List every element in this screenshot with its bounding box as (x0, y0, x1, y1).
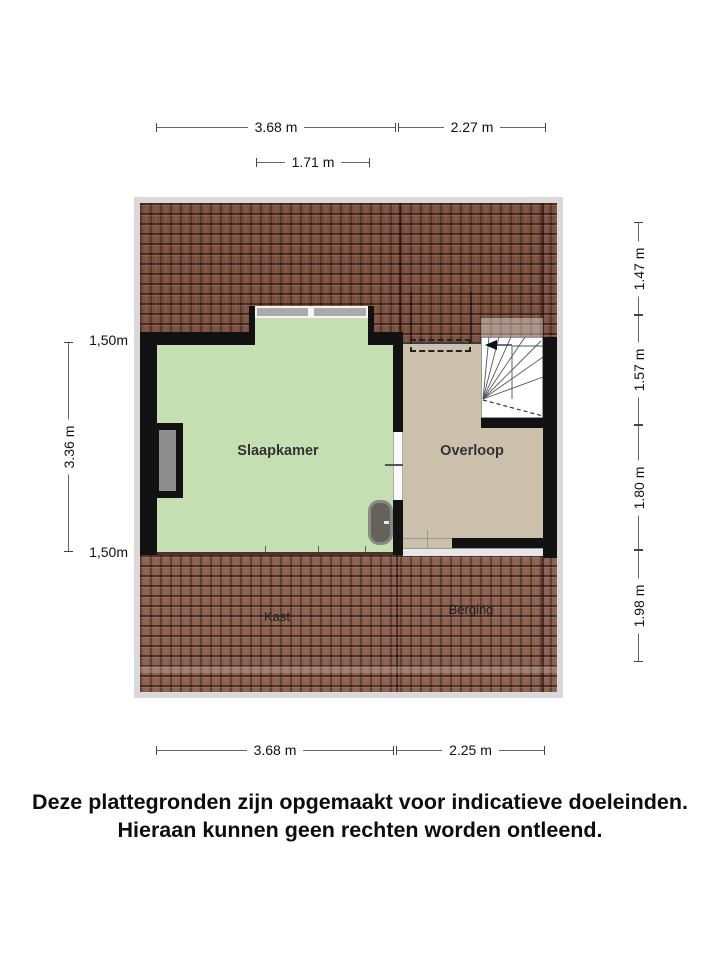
dimension-label: 2.27 m (450, 119, 494, 135)
wall-right-gable (543, 337, 557, 558)
dimension-line (257, 162, 285, 163)
roof-guide-line (410, 292, 412, 342)
boiler-fixture (368, 500, 393, 545)
dimension-right-2 (630, 315, 647, 425)
eaves-highlight (140, 666, 557, 673)
gable-trim-right (557, 197, 563, 698)
dimension-bottom-right (396, 741, 545, 759)
headroom-dashed-outline (410, 339, 471, 352)
knee-wall-line (157, 552, 393, 555)
dimension-line (304, 127, 395, 128)
dimension-line (499, 750, 544, 751)
floor-plan (134, 197, 563, 698)
wall-left-gable (140, 332, 157, 555)
knee-wall-tick (365, 546, 366, 552)
window-pane (257, 308, 308, 316)
dimension-label: 1.47 m (630, 241, 648, 296)
fixture-handle (384, 521, 389, 524)
dimension-label: 3.68 m (254, 119, 298, 135)
passage-tick (427, 530, 428, 548)
disclaimer-line-2: Hieraan kunnen geen rechten worden ontleend. (117, 817, 603, 842)
dimension-tick (395, 123, 396, 132)
wall-overloop-bottom (452, 538, 543, 548)
dormer-window (255, 306, 368, 318)
dimension-line (500, 127, 545, 128)
stairs (481, 337, 543, 428)
dimension-top-left (156, 118, 396, 136)
dimension-tick (393, 746, 394, 755)
dimension-right-3 (630, 425, 647, 550)
knee-wall-tick (318, 546, 319, 552)
stair-headroom-overlay (481, 318, 543, 337)
room-label-slaapkamer: Slaapkamer (237, 443, 319, 459)
knee-wall-tick (265, 546, 266, 552)
dimension-line (157, 750, 247, 751)
dimension-tick (545, 123, 546, 132)
dimension-line (157, 127, 248, 128)
window-pane (314, 308, 366, 316)
disclaimer (0, 789, 720, 844)
dimension-label: 1.80 m (630, 460, 648, 515)
room-label-kast: Kast (263, 609, 290, 624)
dimension-label: 1.71 m (291, 154, 335, 170)
chimney-flue (159, 430, 176, 491)
height-marker-lower: 1,50m (89, 544, 128, 560)
dimension-label: 3.68 m (253, 742, 297, 758)
room-label-berging: Berging (448, 602, 494, 617)
dimension-label: 3.36 m (60, 420, 78, 475)
eaves-strip (403, 548, 543, 556)
roof-guide-line (470, 292, 472, 342)
roof-seam (399, 203, 401, 342)
eaves-trim-bottom (134, 692, 563, 698)
dimension-left-span (60, 342, 77, 552)
dimension-line (341, 162, 369, 163)
dimension-tick (544, 746, 545, 755)
door-opening (393, 432, 403, 500)
dimension-line (397, 750, 442, 751)
dimension-right-1 (630, 222, 647, 315)
dimension-bottom-left (156, 741, 394, 759)
dimension-line (399, 127, 444, 128)
dimension-top-right (398, 118, 546, 136)
chimney-breast (157, 423, 183, 498)
dimension-top-dormer (256, 153, 370, 171)
height-marker-upper: 1,50m (89, 332, 128, 348)
dimension-tick (369, 158, 370, 167)
dimension-label: 1.98 m (630, 579, 648, 634)
disclaimer-line-1: Deze plattegronden zijn opgemaakt voor indicatieve doeleinden. (32, 790, 688, 814)
dormer-floor (255, 318, 368, 347)
dimension-right-4 (630, 550, 647, 662)
dimension-label: 2.25 m (449, 742, 492, 758)
roof-ridge-trim (134, 197, 563, 203)
dimension-line (303, 750, 393, 751)
room-label-overloop: Overloop (440, 443, 504, 459)
dimension-label: 1.57 m (630, 343, 648, 398)
